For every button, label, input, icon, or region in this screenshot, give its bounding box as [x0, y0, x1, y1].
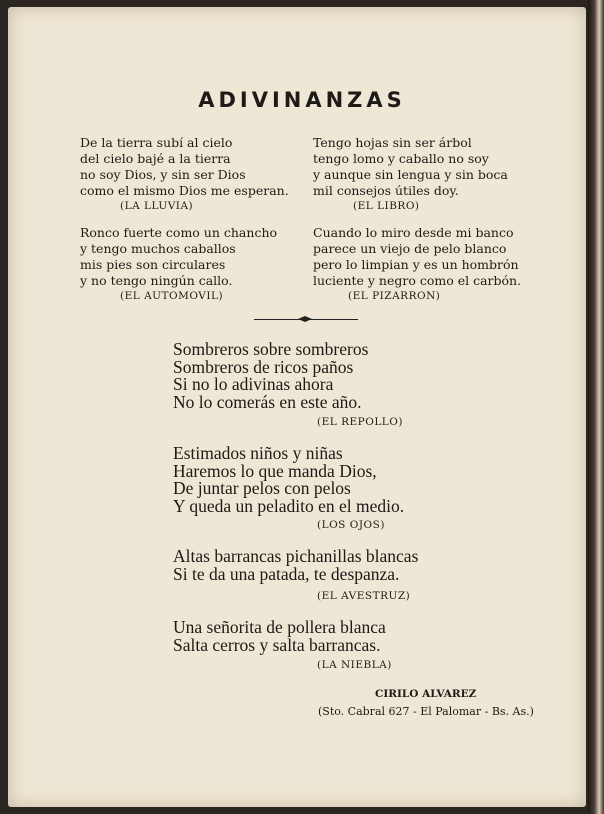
- riddle-line: y aunque sin lengua y sin boca: [313, 167, 508, 182]
- riddle-line: Altas barrancas pichanillas blancas: [173, 546, 419, 566]
- riddle-line: del cielo bajé a la tierra: [80, 151, 231, 166]
- riddle-line: Si te da una patada, te despanza.: [173, 563, 400, 584]
- author-address: (Sto. Cabral 627 - El Palomar - Bs. As.): [318, 705, 534, 718]
- riddle-line: y tengo muchos caballos: [80, 241, 236, 256]
- riddle-line: mil consejos útiles doy.: [313, 183, 459, 198]
- riddle-answer: (EL AUTOMOVIL): [120, 290, 224, 302]
- riddle-line: Si no lo adivinas ahora: [173, 374, 334, 395]
- riddle-line: tengo lomo y caballo no soy: [313, 151, 489, 166]
- riddle-line: De juntar pelos con pelos: [173, 478, 351, 499]
- page-edge: [588, 0, 604, 814]
- riddle-line: Sombreros de ricos paños: [173, 356, 354, 377]
- riddle-answer: (EL PIZARRON): [348, 290, 441, 302]
- riddle-answer: (LA NIEBLA): [317, 659, 392, 671]
- page-title: ADIVINANZAS: [198, 88, 406, 112]
- riddle-answer: (LOS OJOS): [317, 519, 385, 531]
- riddle-line: Ronco fuerte como un chancho: [80, 225, 278, 240]
- riddle-line: Una señorita de pollera blanca: [173, 617, 386, 637]
- riddle-line: No lo comerás en este año.: [173, 391, 362, 412]
- riddle-line: parece un viejo de pelo blanco: [313, 241, 507, 256]
- riddle-line: mis pies son circulares: [80, 257, 226, 272]
- riddle-answer: (EL AVESTRUZ): [317, 590, 411, 602]
- riddle-line: Haremos lo que manda Dios,: [173, 460, 377, 481]
- riddle-line: Salta cerros y salta barrancas.: [173, 634, 381, 655]
- riddle-line: Tengo hojas sin ser árbol: [313, 135, 472, 150]
- riddle-line: Estimados niños y niñas: [173, 443, 343, 463]
- riddle-line: Y queda un peladito en el medio.: [173, 495, 405, 516]
- riddle-line: De la tierra subí al cielo: [80, 135, 233, 150]
- author-name: CIRILO ALVAREZ: [375, 688, 477, 700]
- riddle-line: y no tengo ningún callo.: [80, 273, 233, 288]
- riddle-line: no soy Dios, y sin ser Dios: [80, 167, 246, 182]
- riddle-line: luciente y negro como el carbón.: [313, 273, 522, 288]
- riddle-line: pero lo limpian y es un hombrón: [313, 257, 519, 272]
- riddle-line: Cuando lo miro desde mi banco: [313, 225, 514, 240]
- riddle-line: como el mismo Dios me esperan.: [80, 183, 289, 198]
- riddle-answer: (LA LLUVIA): [120, 200, 194, 212]
- riddle-answer: (EL REPOLLO): [317, 416, 403, 428]
- riddle-line: Sombreros sobre sombreros: [173, 339, 369, 359]
- riddle-answer: (EL LIBRO): [353, 200, 420, 212]
